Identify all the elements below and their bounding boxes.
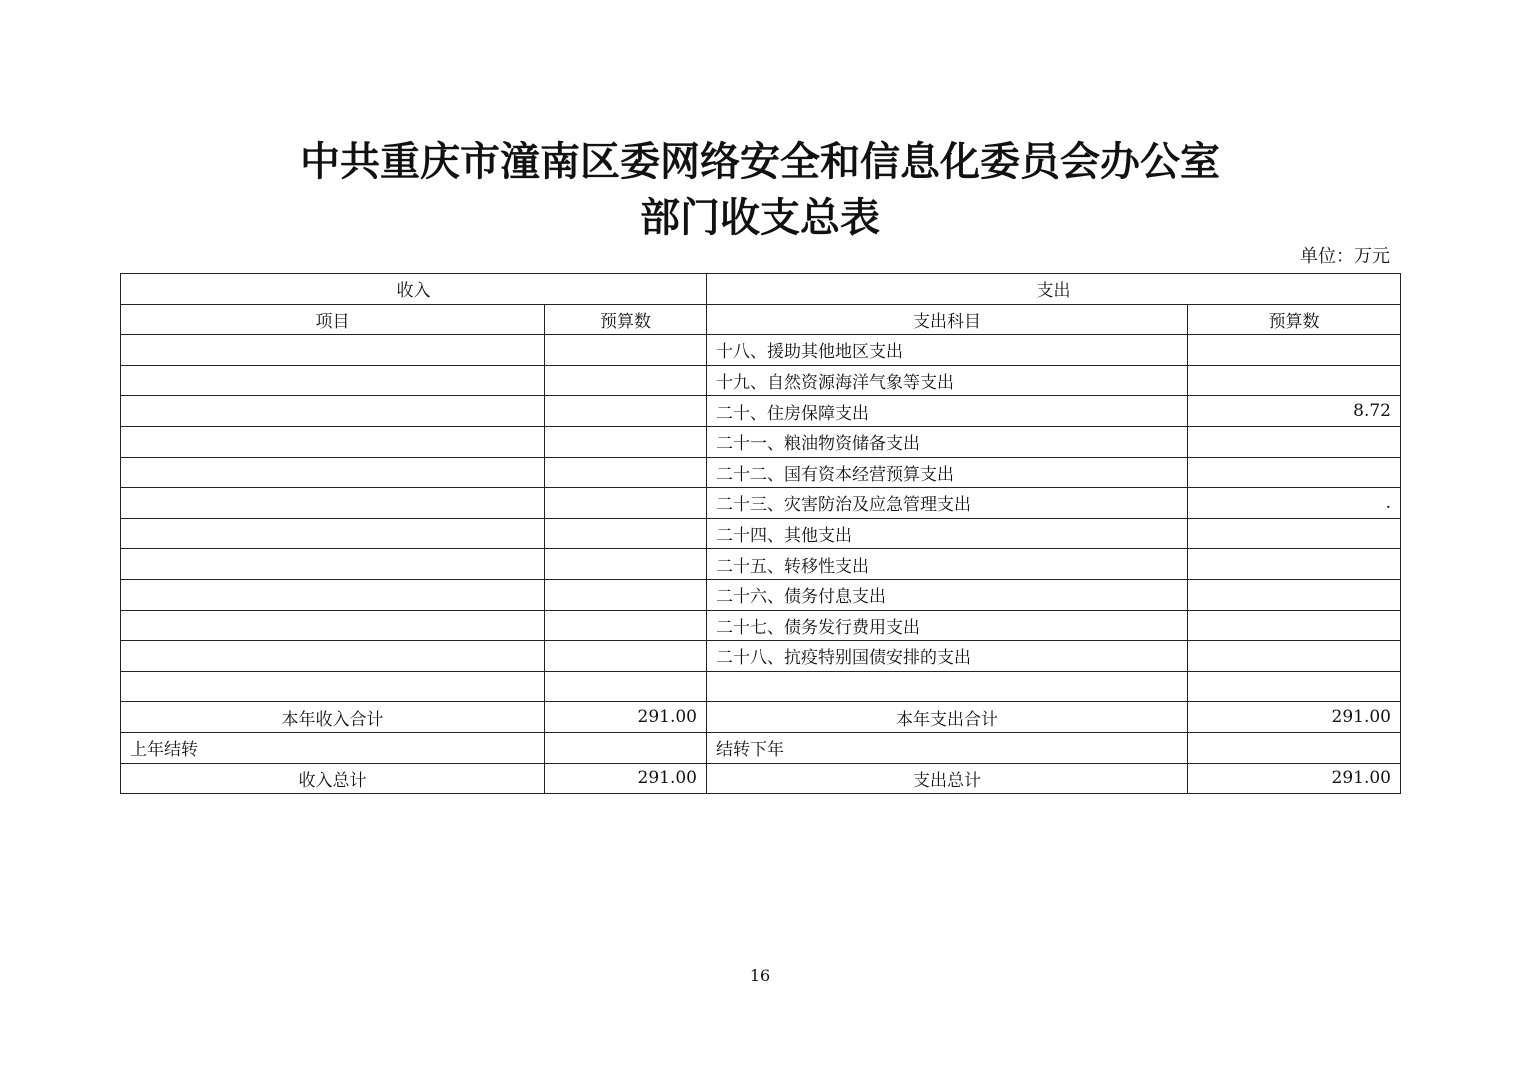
table-row	[121, 365, 1401, 396]
next-year-carryover-label: 结转下年	[707, 732, 1188, 763]
prior-year-carryover-value	[545, 732, 707, 763]
expense-budget-cell	[1188, 426, 1401, 457]
expense-item-header: 支出科目	[707, 304, 1188, 335]
year-expense-total-value: 291.00	[1188, 702, 1401, 733]
income-item-cell	[121, 579, 545, 610]
expense-budget-cell	[1188, 610, 1401, 641]
income-budget-cell	[545, 549, 707, 580]
income-group-header: 收入	[121, 274, 707, 305]
table-row	[121, 457, 1401, 488]
expense-budget-cell	[1188, 365, 1401, 396]
prior-year-carryover-label: 上年结转	[121, 732, 545, 763]
table-row	[121, 549, 1401, 580]
expense-item-cell: 二十、住房保障支出	[707, 396, 1188, 427]
expense-grand-total-label: 支出总计	[707, 763, 1188, 794]
expense-grand-total-value: 291.00	[1188, 763, 1401, 794]
expense-item-cell: 二十六、债务付息支出	[707, 579, 1188, 610]
income-grand-total-label: 收入总计	[121, 763, 545, 794]
income-budget-cell	[545, 671, 707, 702]
column-header-row	[121, 304, 1401, 335]
table-row	[121, 426, 1401, 457]
expense-item-cell: 十九、自然资源海洋气象等支出	[707, 365, 1188, 396]
table-row	[121, 610, 1401, 641]
expense-budget-cell	[1188, 641, 1401, 672]
income-item-cell	[121, 641, 545, 672]
income-budget-cell	[545, 426, 707, 457]
table-row	[121, 518, 1401, 549]
income-item-cell	[121, 365, 545, 396]
income-budget-cell	[545, 365, 707, 396]
document-title-line2: 部门收支总表	[640, 194, 880, 241]
expense-item-cell: 二十八、抗疫特别国债安排的支出	[707, 641, 1188, 672]
year-total-row	[121, 702, 1401, 733]
income-budget-cell	[545, 518, 707, 549]
table-row	[121, 396, 1401, 427]
expense-item-cell: 十八、援助其他地区支出	[707, 335, 1188, 366]
expense-budget-cell	[1188, 579, 1401, 610]
table-row	[121, 641, 1401, 672]
expense-item-cell: 二十七、债务发行费用支出	[707, 610, 1188, 641]
income-budget-header: 预算数	[545, 304, 707, 335]
expense-item-cell: 二十三、灾害防治及应急管理支出	[707, 488, 1188, 519]
year-income-total-label: 本年收入合计	[121, 702, 545, 733]
expense-item-cell: 二十五、转移性支出	[707, 549, 1188, 580]
expense-group-header: 支出	[707, 274, 1401, 305]
income-item-cell	[121, 426, 545, 457]
income-budget-cell	[545, 641, 707, 672]
expense-budget-cell	[1188, 335, 1401, 366]
income-item-cell	[121, 457, 545, 488]
income-budget-cell	[545, 457, 707, 488]
expense-budget-cell: .	[1188, 488, 1401, 519]
income-grand-total-value: 291.00	[545, 763, 707, 794]
table-row	[121, 671, 1401, 702]
income-item-cell	[121, 518, 545, 549]
expense-budget-cell	[1188, 549, 1401, 580]
document-title-line1: 中共重庆市潼南区委网络安全和信息化委员会办公室	[300, 138, 1220, 185]
expense-item-cell: 二十一、粮油物资储备支出	[707, 426, 1188, 457]
page-number: 16	[749, 966, 771, 985]
carryover-row	[121, 732, 1401, 763]
income-item-cell	[121, 335, 545, 366]
next-year-carryover-value	[1188, 732, 1401, 763]
income-budget-cell	[545, 488, 707, 519]
income-item-cell	[121, 549, 545, 580]
unit-label: 单位：万元	[1300, 246, 1390, 267]
expense-item-cell: 二十二、国有资本经营预算支出	[707, 457, 1188, 488]
expense-item-cell	[707, 671, 1188, 702]
income-budget-cell	[545, 610, 707, 641]
income-budget-cell	[545, 335, 707, 366]
expense-budget-header: 预算数	[1188, 304, 1401, 335]
expense-item-cell: 二十四、其他支出	[707, 518, 1188, 549]
grand-total-row	[121, 763, 1401, 794]
year-income-total-value: 291.00	[545, 702, 707, 733]
income-item-cell	[121, 610, 545, 641]
income-budget-cell	[545, 579, 707, 610]
table-row	[121, 488, 1401, 519]
income-item-cell	[121, 396, 545, 427]
expense-budget-cell	[1188, 671, 1401, 702]
table-row	[121, 579, 1401, 610]
year-expense-total-label: 本年支出合计	[707, 702, 1188, 733]
table-row	[121, 335, 1401, 366]
expense-budget-cell	[1188, 518, 1401, 549]
table-body	[121, 274, 1401, 794]
expense-budget-cell: 8.72	[1188, 396, 1401, 427]
income-item-cell	[121, 671, 545, 702]
income-item-header: 项目	[121, 304, 545, 335]
group-header-row	[121, 274, 1401, 305]
income-budget-cell	[545, 396, 707, 427]
expense-budget-cell	[1188, 457, 1401, 488]
income-item-cell	[121, 488, 545, 519]
budget-summary-table	[120, 273, 1401, 794]
